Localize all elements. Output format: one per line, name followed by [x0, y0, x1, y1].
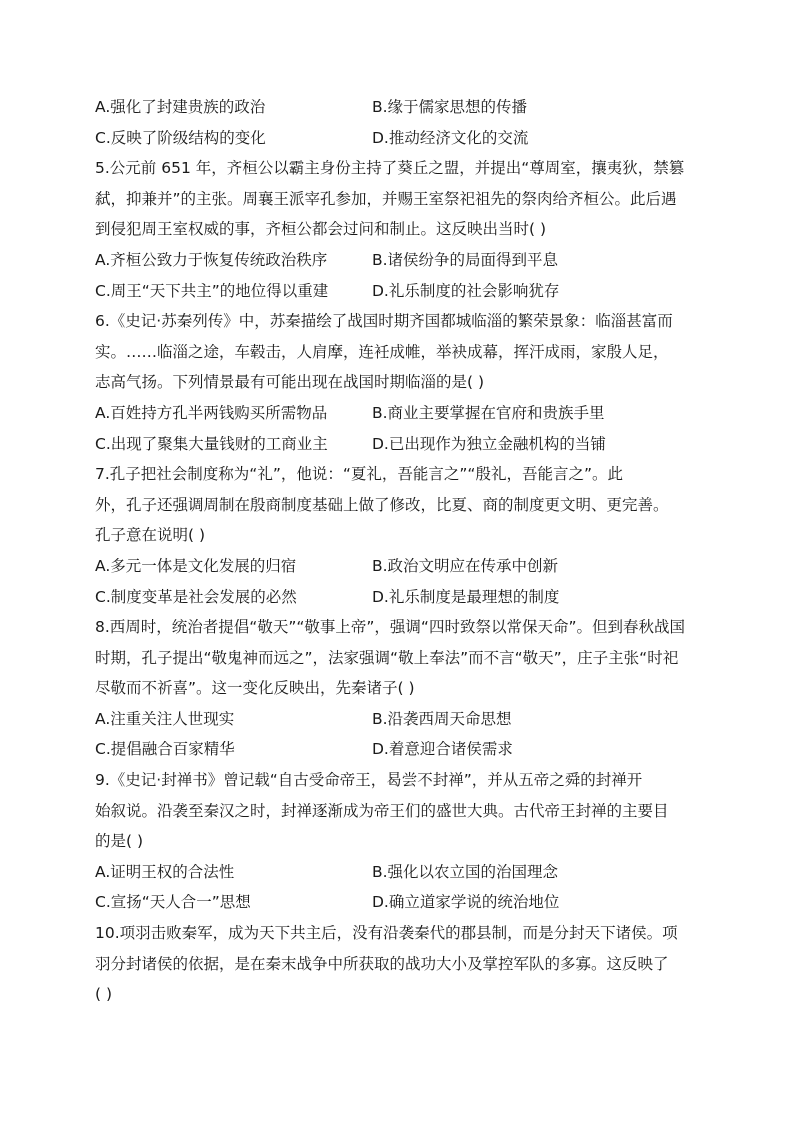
- question-stem-line: 的是( ): [95, 832, 144, 851]
- question-4-tail: [95, 92, 695, 153]
- option-row: [95, 734, 695, 765]
- option-d[interactable]: D.确立道家学说的统治地位: [372, 893, 560, 912]
- question-stem-line: 弑，抑兼并”的主张。周襄王派宰孔参加，并赐王室祭祀祖先的祭肉给齐桓公。此后遇: [95, 189, 677, 208]
- option-row: [95, 551, 695, 582]
- option-c[interactable]: C.制度变革是社会发展的必然: [95, 587, 297, 606]
- option-d[interactable]: D.着意迎合诸侯需求: [372, 740, 513, 759]
- question-stem-line: 10.项羽击败秦军，成为天下共主后，没有沿袭秦代的郡县制，而是分封天下诸侯。项: [95, 924, 678, 943]
- question-stem-line: ( ): [95, 985, 113, 1004]
- question-5: [95, 153, 695, 306]
- option-row: [95, 857, 695, 888]
- question-stem-line: 到侵犯周王室权威的事，齐桓公都会过问和制止。这反映出当时( ): [95, 220, 547, 239]
- option-b[interactable]: B.缘于儒家思想的传播: [372, 98, 528, 116]
- option-d[interactable]: D.已出现作为独立金融机构的当铺: [372, 434, 606, 453]
- question-stem-line: 外，孔子还强调周制在殷商制度基础上做了修改，比夏、商的制度更文明、更完善。: [95, 495, 669, 514]
- option-row: [95, 245, 695, 276]
- option-row: [95, 704, 695, 735]
- option-d[interactable]: D.礼乐制度是最理想的制度: [372, 587, 560, 606]
- option-row: [95, 582, 695, 613]
- option-b[interactable]: B.商业主要掌握在官府和贵族手里: [372, 403, 605, 422]
- option-row: [95, 398, 695, 429]
- option-a[interactable]: A.注重关注人世现实: [95, 709, 235, 728]
- option-c[interactable]: C.反映了阶级结构的变化: [95, 128, 266, 147]
- question-stem-line: 尽敬而不祈喜”。这一变化反映出，先秦诸子( ): [95, 679, 415, 698]
- question-stem-line: 实。……临淄之途，车毂击，人肩摩，连衽成帷，举袂成幕，挥汗成雨，家殷人足，: [95, 342, 669, 361]
- option-row: [95, 276, 695, 307]
- option-c[interactable]: C.周王“天下共主”的地位得以重建: [95, 281, 329, 300]
- question-stem-line: 始叙说。沿袭至秦汉之时，封禅逐渐成为帝王们的盛世大典。古代帝王封禅的主要目: [95, 801, 669, 820]
- option-d[interactable]: D.礼乐制度的社会影响犹存: [372, 281, 560, 300]
- option-b[interactable]: B.强化以农立国的治国理念: [372, 862, 559, 881]
- option-d[interactable]: D.推动经济文化的交流: [372, 128, 529, 147]
- option-c[interactable]: C.出现了聚集大量钱财的工商业主: [95, 434, 328, 453]
- question-stem-line: 9.《史记·封禅书》曾记载“自古受命帝王，曷尝不封禅”，并从五帝之舜的封禅开: [95, 771, 643, 790]
- option-c[interactable]: C.宣扬“天人合一”思想: [95, 893, 251, 912]
- question-7: [95, 459, 695, 612]
- question-8: [95, 612, 695, 765]
- question-stem-line: 孔子意在说明( ): [95, 526, 206, 545]
- question-stem-line: 志高气扬。下列情景最有可能出现在战国时期临淄的是( ): [95, 373, 485, 392]
- option-row: [95, 887, 695, 918]
- option-b[interactable]: B.沿袭西周天命思想: [372, 709, 512, 728]
- option-b[interactable]: B.政治文明应在传承中创新: [372, 556, 559, 575]
- question-stem-line: 羽分封诸侯的依据，是在秦末战争中所获取的战功大小及掌控军队的多寡。这反映了: [95, 954, 669, 973]
- question-stem-line: 时期，孔子提出“敬鬼神而远之”，法家强调“敬上奉法”而不言“敬天”，庄子主张“时祀: [95, 648, 679, 667]
- option-a[interactable]: A.多元一体是文化发展的归宿: [95, 556, 297, 575]
- option-b[interactable]: B.诸侯纷争的局面得到平息: [372, 250, 559, 269]
- question-stem-line: 8.西周时，统治者提倡“敬天”“敬事上帝”，强调“四时致祭以常保天命”。但到春秋战国: [95, 618, 685, 637]
- option-a[interactable]: A.强化了封建贵族的政治: [95, 98, 266, 116]
- option-row: [95, 429, 695, 460]
- option-a[interactable]: A.齐桓公致力于恢复传统政治秩序: [95, 250, 328, 269]
- question-9: [95, 765, 695, 918]
- question-stem-line: 6.《史记·苏秦列传》中，苏秦描绘了战国时期齐国都城临淄的繁荣景象：临淄甚富而: [95, 312, 673, 331]
- option-a[interactable]: A.百姓持方孔半两钱购买所需物品: [95, 403, 328, 422]
- question-10: [95, 918, 695, 1010]
- exam-document: [95, 92, 695, 1010]
- option-c[interactable]: C.提倡融合百家精华: [95, 740, 235, 759]
- option-a[interactable]: A.证明王权的合法性: [95, 862, 235, 881]
- option-row: [95, 92, 695, 123]
- question-6: [95, 306, 695, 459]
- question-stem-line: 7.孔子把社会制度称为“礼”，他说：“夏礼，吾能言之”“殷礼，吾能言之”。此: [95, 465, 623, 484]
- option-row: [95, 123, 695, 154]
- question-stem-line: 5.公元前 651 年，齐桓公以霸主身份主持了葵丘之盟，并提出“尊周室，攘夷狄，禁篡: [95, 159, 685, 178]
